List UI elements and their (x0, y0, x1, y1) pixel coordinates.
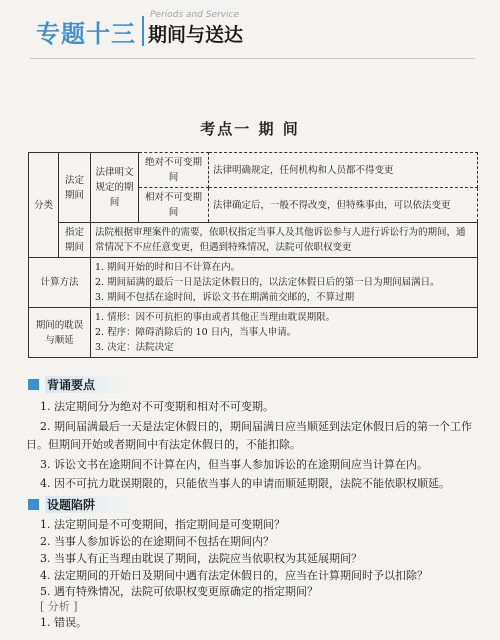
delay-item: 1. 情形：因不可抗拒的事由或者其他正当理由耽误期限。 (95, 312, 336, 323)
traps-heading: 设题陷阱 (28, 496, 135, 513)
absolute-label: 绝对不可变期间 (139, 153, 209, 188)
trap-2: 2. 当事人参加诉讼的在途期间不包括在期间内？ (40, 535, 274, 548)
calc-item: 3. 期间不包括在途时间，诉讼文书在期满前交邮的，不算过期 (95, 292, 355, 303)
calc-label: 计算方法 (29, 258, 91, 308)
header-english: Periods and Service (150, 10, 239, 20)
key-point-2: 2. 期间届满最后一天是法定休假日的，期间届满日应当顺延到法定休假日后的第一个工作日。但期间开始或者期间中有法定休假日的，不能扣除。 (26, 420, 472, 451)
key-point-4: 4. 因不可抗力耽误期限的，只能依当事人的申请而顺延期限，法院不能依职权顺延。 (40, 477, 450, 490)
legal-period-label: 法定期间 (59, 153, 91, 223)
page-header (0, 0, 500, 64)
relative-label: 相对不可变期间 (139, 188, 209, 223)
classify-label: 分类 (29, 153, 59, 258)
calc-item: 1. 期间开始的时和日不计算在内。 (95, 262, 241, 273)
square-icon (28, 499, 39, 510)
delay-items (91, 308, 478, 358)
legal-clear-label: 法律明文规定的期间 (91, 153, 139, 223)
designated-label: 指定期间 (59, 223, 91, 258)
key-points-heading: 背诵要点 (28, 376, 135, 393)
calc-item: 2. 期间届满的最后一日是法定休假日的，以法定休假日后的第一日为期间届满日。 (95, 277, 440, 288)
header-rule (30, 58, 475, 59)
header-title: 期间与送达 (148, 24, 244, 46)
trap-1: 1. 法定期间是不可变期间，指定期间是可变期间？ (40, 518, 285, 531)
header-divider (142, 16, 144, 46)
topic-badge: 专题十三 (36, 20, 136, 48)
trap-5: 5. 遇有特殊情况，法院可依职权变更原确定的指定期间？ (40, 585, 318, 598)
analysis-first: 1. 错误。 (40, 616, 87, 629)
delay-item: 3. 决定：法院决定 (95, 342, 174, 353)
periods-table (28, 152, 478, 358)
delay-item: 2. 程序：障碍消除后的 10 日内，当事人申请。 (95, 327, 297, 338)
delay-label: 期间的耽误与顺延 (29, 308, 91, 358)
section-title: 考点一 期 间 (200, 120, 300, 138)
key-point-3: 3. 诉讼文书在途期间不计算在内，但当事人参加诉讼的在途期间应当计算在内。 (40, 458, 428, 471)
key-point-1: 1. 法定期间分为绝对不可变期和相对不可变期。 (40, 400, 274, 413)
trap-3: 3. 当事人有正当理由耽误了期间，法院应当依职权为其延展期间？ (40, 552, 362, 565)
analysis-label: [ 分析 ] (40, 600, 78, 613)
calc-items (91, 258, 478, 308)
relative-text: 法律确定后，一般不得改变，但特殊事由，可以依法变更 (209, 188, 478, 223)
designated-text: 法院根据审理案件的需要，依职权指定当事人及其他诉讼参与人进行诉讼行为的期间，通常情况下不应任意变更，但遇到特殊情况，法院可依职权变更 (91, 223, 478, 258)
trap-4: 4. 法定期间的开始日及期间中遇有法定休假日的，应当在计算期间时予以扣除？ (40, 569, 428, 582)
square-icon (28, 379, 39, 390)
absolute-text: 法律明确规定，任何机构和人员都不得变更 (209, 153, 478, 188)
